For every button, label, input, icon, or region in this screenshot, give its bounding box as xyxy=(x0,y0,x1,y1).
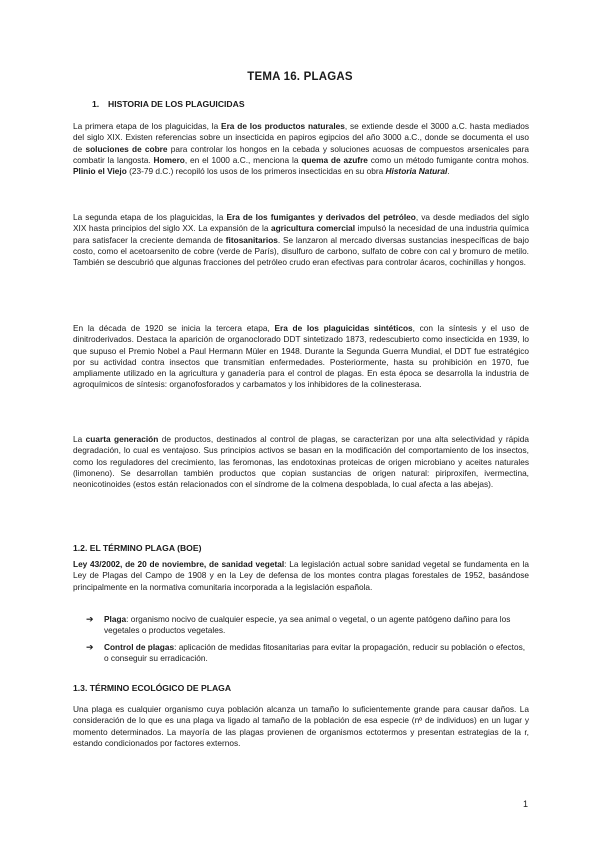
section-title: HISTORIA DE LOS PLAGUICIDAS xyxy=(108,99,245,109)
bold-run: soluciones de cobre xyxy=(85,143,168,154)
page-number: 1 xyxy=(522,799,528,809)
text-run: : La legislación actual sobre sanidad vegetal se fundamenta en la Ley de Plagas del Campo de 1908 y en la Ley de defensa de los montes contra plagas forestales de 1952, basándose principalmente en la normativa comunitaria incorporada a la legislación española. xyxy=(73,559,529,592)
bold-run: Ley 43/2002, de 20 de noviembre, de sanidad vegetal xyxy=(73,559,285,569)
section-heading-1-3: 1.3. TÉRMINO ECOLÓGICO DE PLAGA xyxy=(73,683,232,693)
text-run: de productos, destinados al control de plagas, se caracterizan por una alta selectividad y rápida degradación, lo cual es ventajoso. Sus principios activos se basan en la modificación del comportamiento de los insectos, como los reguladores del crecimiento, las feromonas, las endotoxinas proteicas de origen microbiano y aceites naturales (limoneno). Se desarrollan también productos que copian sustancias de origen natural: piriproxifen, ivermectina, neonicotinoides (estos están relacionados con el síndrome de la colmena despoblada, lo cual afecta a las abejas). xyxy=(73,434,529,490)
text-run: , va desde mediados del siglo XIX hasta principios del siglo XX. La expansión de la xyxy=(73,212,530,234)
text-run: La segunda etapa de los plaguicidas, la xyxy=(73,212,227,222)
bullet-text xyxy=(104,614,526,637)
bullet-control-plagas xyxy=(86,642,526,665)
bold-run: agricultura comercial xyxy=(270,223,356,234)
text-run: , en el 1000 a.C., menciona la xyxy=(184,154,302,165)
bullet-definition: : aplicación de medidas fitosanitarias para evitar la propagación, reducir su población o efectos, o conseguir su erradicación. xyxy=(104,642,526,664)
text-run: impulsó la necesidad de una industria química para satisfacer la creciente demanda de xyxy=(73,223,529,245)
paragraph-cuarta-generacion xyxy=(73,434,529,490)
arrow-right-icon: ➔ xyxy=(86,614,94,624)
arrow-right-icon: ➔ xyxy=(86,642,94,652)
bullet-text xyxy=(104,642,526,665)
bullet-term: Control de plagas xyxy=(104,642,175,652)
bold-run: Era de los plaguicidas sintéticos xyxy=(274,323,413,333)
text-run: . xyxy=(447,166,450,177)
text-run: , con la síntesis y el uso de dinitroderivados. Destaca la aparición de organoclorado DDT sintetizado 1873, redescubierto como insecticida en 1939, lo que supuso el Premio Nobel a Paul Hermann Müler en 1948. Durante la Segunda Guerra Mundial, el DDT fue estratégico por su actividad contra insectos que transmitían enfermedades. Posteriormente, hasta su prohibición en 1970, fue ampliamente utilizado en la agricultura y ganadería para el control de plagas. En esta época se desarrolla la industria de agroquímicos de síntesis: organofosforados y carbamatos y los inhibidores de la colinesterasa. xyxy=(73,323,529,390)
bold-run: quema de azufre xyxy=(301,154,368,165)
paragraph-era-sinteticos xyxy=(73,323,529,391)
section-heading-1 xyxy=(92,99,245,109)
text-run: La primera etapa de los plaguicidas, la xyxy=(73,121,222,131)
text-run: , se extiende desde el 3000 a.C. hasta mediados del siglo XIX. Existen referencias sobre un insecticida en papiros egipcios del año 3000 a.C., donde se documenta el uso de xyxy=(73,121,529,154)
bold-run: Plinio el Viejo xyxy=(73,166,127,177)
bold-run: Era de los productos naturales xyxy=(221,121,345,131)
text-run: La xyxy=(73,434,86,444)
text-run: . Se lanzaron al mercado diversas sustancias inespecíficas de bajo costo, como el acetoarsenito de cobre (verde de París), disulfuro de carbono, sulfato de cobre con cal y bromuro de metilo. También se descubrió que algunas fracciones del petróleo crudo eran efectivas para controlar ácaros, cochinillas y hongos. xyxy=(73,234,529,268)
bullet-definition: : organismo nocivo de cualquier especie, ya sea animal o vegetal, o un agente patógeno dañino para los vegetales o productos vegetales. xyxy=(104,614,511,636)
bullet-term: Plaga xyxy=(104,614,127,624)
page-title: TEMA 16. PLAGAS xyxy=(247,71,353,83)
paragraph-termino-ecologico xyxy=(73,704,529,749)
paragraph-ley-sanidad-vegetal xyxy=(73,559,529,593)
bold-run: fitosanitarios xyxy=(225,234,278,245)
section-heading-1-2: 1.2. EL TÉRMINO PLAGA (BOE) xyxy=(73,543,202,553)
bold-run: Homero xyxy=(153,154,185,165)
paragraph-era-productos-naturales xyxy=(73,121,529,177)
text-run: (23-79 d.C.) recopiló los usos de los primeros insecticidas en su obra xyxy=(126,166,386,177)
section-number: 1. xyxy=(92,99,100,109)
text-run: para controlar los hongos en la cebada y soluciones acuosas de compuestos arsenicales para combatir la langosta. xyxy=(73,143,529,165)
text-run: como un método fumigante contra mohos. xyxy=(367,154,529,165)
bold-italic-run: Historia Natural xyxy=(385,166,448,177)
bold-run: cuarta generación xyxy=(85,434,159,444)
text-run: En la década de 1920 se inicia la tercera etapa, xyxy=(73,323,275,333)
text-run: Una plaga es cualquier organismo cuya población alcanza un tamaño lo suficientemente grande para causar daños. La consideración de lo que es una plaga va ligado al tamaño de la población de esa especie (nº de individuos) en un lugar y momento determinados. La mayoría de las plagas provienen de organismos ectotermos y presentan estrategias de la r, estando condicionados por factores externos. xyxy=(73,704,529,748)
bold-run: Era de los fumigantes y derivados del petróleo xyxy=(226,212,416,222)
bullet-plaga xyxy=(86,614,526,637)
paragraph-era-fumigantes xyxy=(73,212,529,268)
